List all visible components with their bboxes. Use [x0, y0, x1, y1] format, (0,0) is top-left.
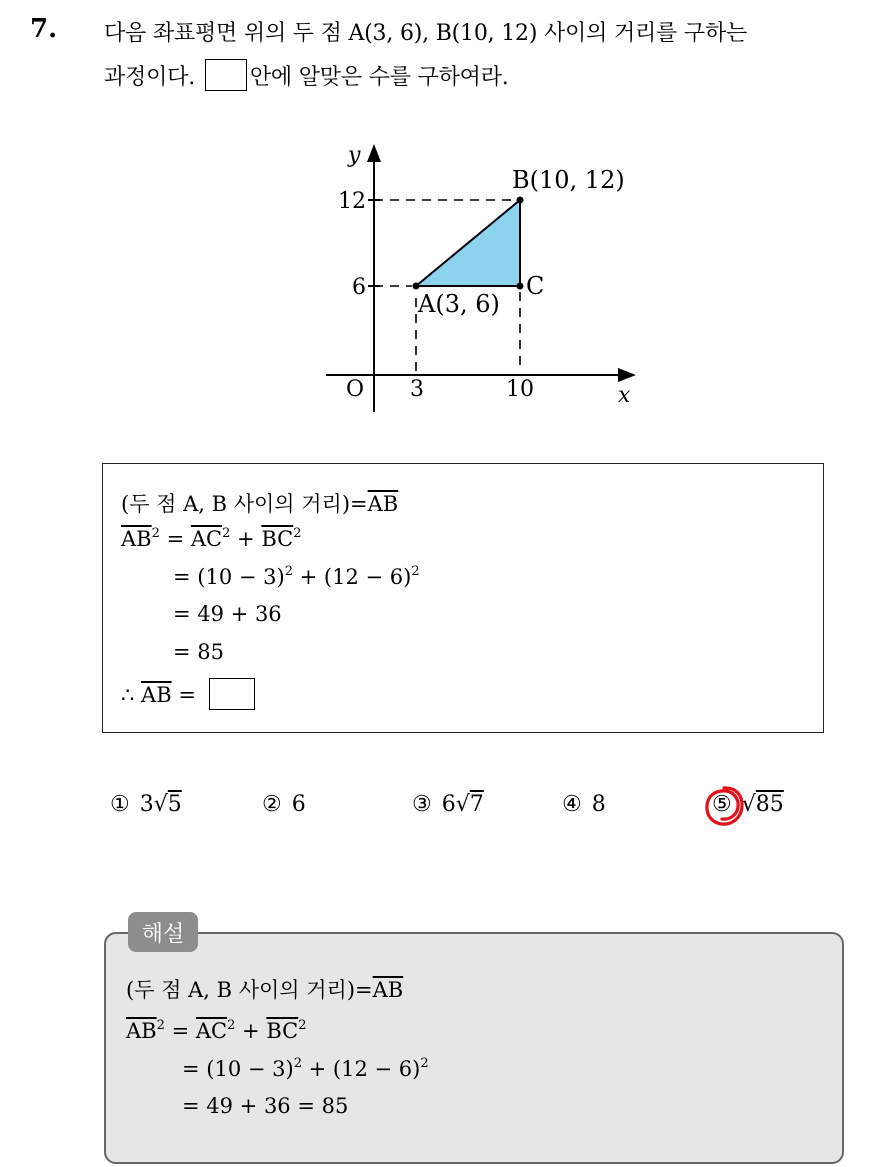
solution-line-4: = 49 + 36	[173, 602, 282, 626]
y-axis-arrow	[367, 144, 381, 162]
coordinate-graph	[300, 130, 660, 434]
origin-label: O	[346, 377, 365, 402]
s2-sq1: 2	[151, 526, 160, 541]
choice-4-value: 8	[591, 792, 606, 817]
solution-line-5: = 85	[173, 640, 224, 664]
point-a	[413, 283, 420, 290]
choice-3[interactable]	[412, 792, 484, 817]
e2-ac: $\overline{AC}$	[195, 1019, 228, 1043]
selected-answer-circle-icon	[702, 784, 746, 828]
choice-2-value: 6	[291, 792, 306, 817]
e3-sq1: 2	[293, 1056, 302, 1071]
choice-4-num: ④	[562, 792, 582, 817]
question-line-2-a: 과정이다.	[104, 65, 196, 90]
s2-sq2: 2	[222, 526, 231, 541]
question-text	[104, 12, 874, 100]
sqrt-symbol: √	[455, 792, 470, 817]
x-axis-label: x	[618, 383, 631, 408]
e2-sq3: 2	[298, 1018, 307, 1033]
label-a: A(3, 6)	[418, 290, 500, 318]
s2-ab: $\overline{AB}$	[121, 527, 152, 551]
answer-blank-box	[209, 678, 255, 710]
triangle-abc	[416, 200, 520, 286]
solution-box	[102, 463, 824, 733]
e2-eq: =	[164, 1019, 196, 1043]
graph-svg	[300, 130, 660, 430]
explanation-tab: 해설	[128, 912, 198, 952]
s6-ab: $\overline{AB}$	[141, 683, 172, 707]
s2-eq: =	[159, 527, 191, 551]
y-tick-label-6: 6	[352, 275, 366, 300]
blank-box	[205, 59, 247, 91]
e2-sq1: 2	[156, 1018, 165, 1033]
y-axis-label: y	[348, 143, 361, 168]
explanation-line-4: = 49 + 36 = 85	[182, 1094, 349, 1118]
e2-plus: +	[235, 1019, 267, 1043]
solution-l1-text: (두 점 A, B 사이의 거리)=	[121, 492, 368, 516]
choice-3-radicand: 7	[469, 792, 484, 817]
e3-b: + (12 − 6)	[301, 1057, 421, 1081]
answer-choices	[0, 792, 884, 832]
choice-3-num: ③	[412, 792, 432, 817]
e3-a: = (10 − 3)	[182, 1057, 294, 1081]
choice-5-num: ⑤	[712, 792, 732, 817]
e2-sq2: 2	[227, 1018, 236, 1033]
choice-2-num: ②	[262, 792, 282, 817]
sqrt-symbol: √	[741, 792, 756, 817]
point-c	[517, 283, 524, 290]
choice-1-num: ①	[110, 792, 130, 817]
x-tick-label-3: 3	[410, 377, 424, 402]
explanation-line-1	[126, 974, 403, 1004]
s2-sq3: 2	[293, 526, 302, 541]
choice-4[interactable]	[562, 792, 606, 817]
label-b: B(10, 12)	[512, 166, 625, 194]
point-b	[517, 197, 524, 204]
solution-line-3	[173, 564, 420, 589]
choice-1[interactable]	[110, 792, 182, 817]
solution-line-1	[121, 488, 398, 518]
explanation-box	[104, 932, 844, 1164]
s3-a: = (10 − 3)	[173, 565, 285, 589]
s3-b: + (12 − 6)	[292, 565, 412, 589]
e3-sq2: 2	[420, 1056, 429, 1071]
s2-ac: $\overline{AC}$	[190, 527, 223, 551]
x-tick-label-10: 10	[506, 377, 534, 402]
choice-3-coef: 6	[441, 792, 456, 817]
e2-ab: $\overline{AB}$	[126, 1019, 157, 1043]
s2-plus: +	[230, 527, 262, 551]
x-axis-arrow	[618, 368, 636, 382]
s6-eq: =	[171, 683, 203, 707]
choice-5-radicand: 85	[755, 792, 784, 817]
s6-therefore: ∴	[121, 683, 142, 707]
choice-1-coef: 3	[139, 792, 154, 817]
choice-1-radicand: 5	[167, 792, 182, 817]
question-line-2	[104, 56, 874, 100]
solution-line-6	[121, 678, 255, 710]
sqrt-symbol: √	[153, 792, 168, 817]
s2-bc: $\overline{BC}$	[261, 527, 294, 551]
s3-sq2: 2	[411, 564, 420, 579]
solution-line-2	[121, 526, 301, 551]
solution-l1-ab: $\overline{AB}$	[367, 492, 399, 516]
y-tick-label-12: 12	[338, 189, 366, 214]
s3-sq1: 2	[284, 564, 293, 579]
question-number: 7.	[30, 14, 58, 44]
label-c: C	[526, 272, 545, 300]
e1-ab: $\overline{AB}$	[372, 978, 404, 1002]
explanation-line-3	[182, 1056, 429, 1081]
choice-2[interactable]	[262, 792, 306, 817]
question-line-2-b: 안에 알맞은 수를 구하여라.	[249, 65, 509, 90]
explanation-line-2	[126, 1018, 306, 1043]
question-line-1: 다음 좌표평면 위의 두 점 A(3, 6), B(10, 12) 사이의 거리를 구하는	[104, 21, 748, 46]
e2-bc: $\overline{BC}$	[266, 1019, 299, 1043]
e1-text: (두 점 A, B 사이의 거리)=	[126, 978, 373, 1002]
